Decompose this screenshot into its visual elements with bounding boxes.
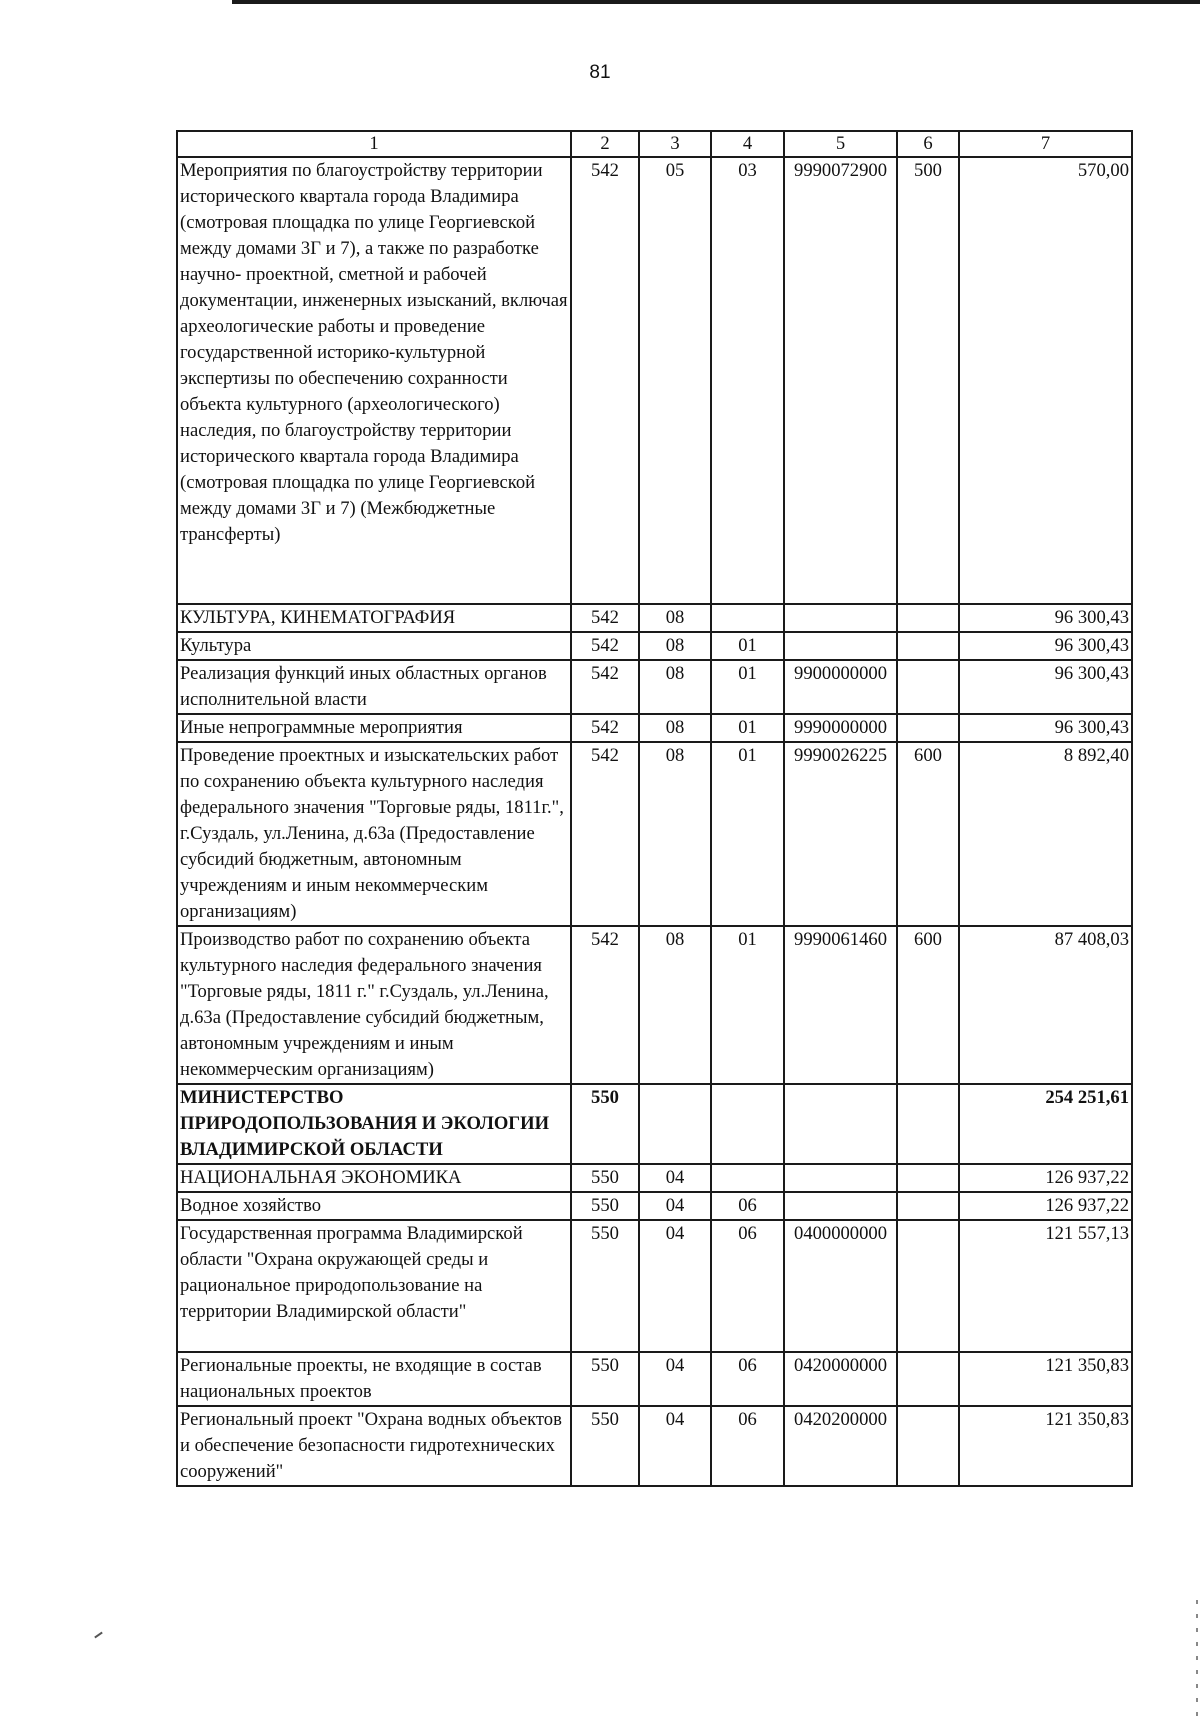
table-row [177, 1352, 1132, 1406]
row-name: Производство работ по сохранению объекта культурного наследия федерального значения "Торговые ряды, 1811 г." г.Суздаль, ул.Ленина, д.63а (Предоставление субсидий бюджетным, автономным учреждениям и иным некоммерческим организациям) [177, 926, 571, 1084]
row-pr: 01 [711, 660, 784, 714]
row-ved: 550 [571, 1192, 639, 1220]
row-ved: 550 [571, 1164, 639, 1192]
row-pr: 01 [711, 632, 784, 660]
row-rz: 04 [639, 1220, 711, 1352]
row-pr [711, 604, 784, 632]
row-rz: 04 [639, 1192, 711, 1220]
row-csr: 0420200000 [784, 1406, 897, 1486]
row-csr: 9900000000 [784, 660, 897, 714]
row-vr: 600 [897, 926, 959, 1084]
row-name: Реализация функций иных областных органов исполнительной власти [177, 660, 571, 714]
top-border-line [232, 0, 1200, 4]
row-ved: 550 [571, 1352, 639, 1406]
table-row [177, 714, 1132, 742]
row-csr [784, 1084, 897, 1164]
row-sum: 96 300,43 [959, 660, 1132, 714]
row-sum: 96 300,43 [959, 604, 1132, 632]
table-row [177, 632, 1132, 660]
table-row [177, 742, 1132, 926]
row-ved: 550 [571, 1084, 639, 1164]
row-sum: 87 408,03 [959, 926, 1132, 1084]
header-cell: 1 [177, 131, 571, 157]
row-name: Культура [177, 632, 571, 660]
row-ved: 542 [571, 157, 639, 604]
header-cell: 7 [959, 131, 1132, 157]
row-vr: 500 [897, 157, 959, 604]
table-row [177, 1220, 1132, 1352]
row-name: НАЦИОНАЛЬНАЯ ЭКОНОМИКА [177, 1164, 571, 1192]
row-name: Проведение проектных и изыскательских работ по сохранению объекта культурного наследия федерального значения "Торговые ряды, 1811г.", г.Суздаль, ул.Ленина, д.63а (Предоставление субсидий бюджетным, автономным учреждениям и иным некоммерческим организациям) [177, 742, 571, 926]
row-csr [784, 1164, 897, 1192]
budget-table [176, 130, 1133, 1487]
row-name: Мероприятия по благоустройству территории исторического квартала города Владимира (смотровая площадка по улице Георгиевской между домами 3Г и 7), а также по разработке научно- проектной, сметной и рабочей документации, инженерных изысканий, включая археологические работы и проведение государственной историко-культурной экспертизы по обеспечению сохранности объекта культурного (археологического) наследия, по благоустройству территории исторического квартала города Владимира (смотровая площадка по улице Георгиевской между домами 3Г и 7) (Межбюджетные трансферты) [177, 157, 571, 604]
row-name: Государственная программа Владимирской области "Охрана окружающей среды и рациональное природопользование на территории Владимирской области" [177, 1220, 571, 1352]
row-csr: 9990026225 [784, 742, 897, 926]
row-sum: 121 350,83 [959, 1352, 1132, 1406]
row-rz: 08 [639, 604, 711, 632]
row-pr: 06 [711, 1220, 784, 1352]
row-rz: 08 [639, 742, 711, 926]
row-vr [897, 1352, 959, 1406]
row-pr: 06 [711, 1352, 784, 1406]
row-pr: 01 [711, 714, 784, 742]
header-row [177, 131, 1132, 157]
row-csr: 0420000000 [784, 1352, 897, 1406]
row-sum: 96 300,43 [959, 714, 1132, 742]
row-ved: 542 [571, 742, 639, 926]
row-rz: 04 [639, 1352, 711, 1406]
row-ved: 542 [571, 632, 639, 660]
row-vr [897, 1220, 959, 1352]
scan-artifact [94, 1632, 103, 1639]
row-vr [897, 1192, 959, 1220]
row-name: МИНИСТЕРСТВО ПРИРОДОПОЛЬЗОВАНИЯ И ЭКОЛОГИИ ВЛАДИМИРСКОЙ ОБЛАСТИ [177, 1084, 571, 1164]
row-sum: 121 557,13 [959, 1220, 1132, 1352]
header-cell: 5 [784, 131, 897, 157]
row-vr [897, 714, 959, 742]
row-sum: 126 937,22 [959, 1192, 1132, 1220]
row-ved: 542 [571, 604, 639, 632]
row-name: Водное хозяйство [177, 1192, 571, 1220]
scan-edge-artifact [1196, 1600, 1198, 1720]
header-cell: 4 [711, 131, 784, 157]
row-vr [897, 660, 959, 714]
row-ved: 542 [571, 714, 639, 742]
row-rz: 08 [639, 926, 711, 1084]
row-csr: 0400000000 [784, 1220, 897, 1352]
row-ved: 550 [571, 1406, 639, 1486]
row-pr: 06 [711, 1192, 784, 1220]
row-rz: 04 [639, 1406, 711, 1486]
row-rz: 04 [639, 1164, 711, 1192]
table-row [177, 1406, 1132, 1486]
table-row [177, 660, 1132, 714]
row-name: Иные непрограммные мероприятия [177, 714, 571, 742]
table-row [177, 157, 1132, 604]
row-vr [897, 604, 959, 632]
row-sum: 8 892,40 [959, 742, 1132, 926]
row-rz: 08 [639, 632, 711, 660]
row-rz: 08 [639, 714, 711, 742]
row-csr: 9990072900 [784, 157, 897, 604]
header-cell: 3 [639, 131, 711, 157]
row-vr [897, 1164, 959, 1192]
row-vr [897, 632, 959, 660]
row-vr [897, 1084, 959, 1164]
table-row [177, 926, 1132, 1084]
row-vr [897, 1406, 959, 1486]
row-name: Региональные проекты, не входящие в состав национальных проектов [177, 1352, 571, 1406]
header-cell: 2 [571, 131, 639, 157]
row-sum: 126 937,22 [959, 1164, 1132, 1192]
table-row [177, 1164, 1132, 1192]
row-csr [784, 604, 897, 632]
row-csr [784, 1192, 897, 1220]
row-rz: 05 [639, 157, 711, 604]
row-csr: 9990061460 [784, 926, 897, 1084]
row-ved: 542 [571, 660, 639, 714]
table-row [177, 604, 1132, 632]
table-row [177, 1084, 1132, 1164]
row-vr: 600 [897, 742, 959, 926]
row-ved: 550 [571, 1220, 639, 1352]
row-pr: 01 [711, 742, 784, 926]
row-name: Региональный проект "Охрана водных объектов и обеспечение безопасности гидротехнических сооружений" [177, 1406, 571, 1486]
row-name: КУЛЬТУРА, КИНЕМАТОГРАФИЯ [177, 604, 571, 632]
row-sum: 570,00 [959, 157, 1132, 604]
row-csr [784, 632, 897, 660]
row-pr [711, 1164, 784, 1192]
row-sum: 121 350,83 [959, 1406, 1132, 1486]
row-pr: 06 [711, 1406, 784, 1486]
row-sum: 96 300,43 [959, 632, 1132, 660]
row-rz [639, 1084, 711, 1164]
row-rz: 08 [639, 660, 711, 714]
row-sum: 254 251,61 [959, 1084, 1132, 1164]
page-number: 81 [589, 62, 611, 83]
row-pr: 03 [711, 157, 784, 604]
row-pr: 01 [711, 926, 784, 1084]
row-pr [711, 1084, 784, 1164]
header-cell: 6 [897, 131, 959, 157]
row-csr: 9990000000 [784, 714, 897, 742]
table-row [177, 1192, 1132, 1220]
row-ved: 542 [571, 926, 639, 1084]
